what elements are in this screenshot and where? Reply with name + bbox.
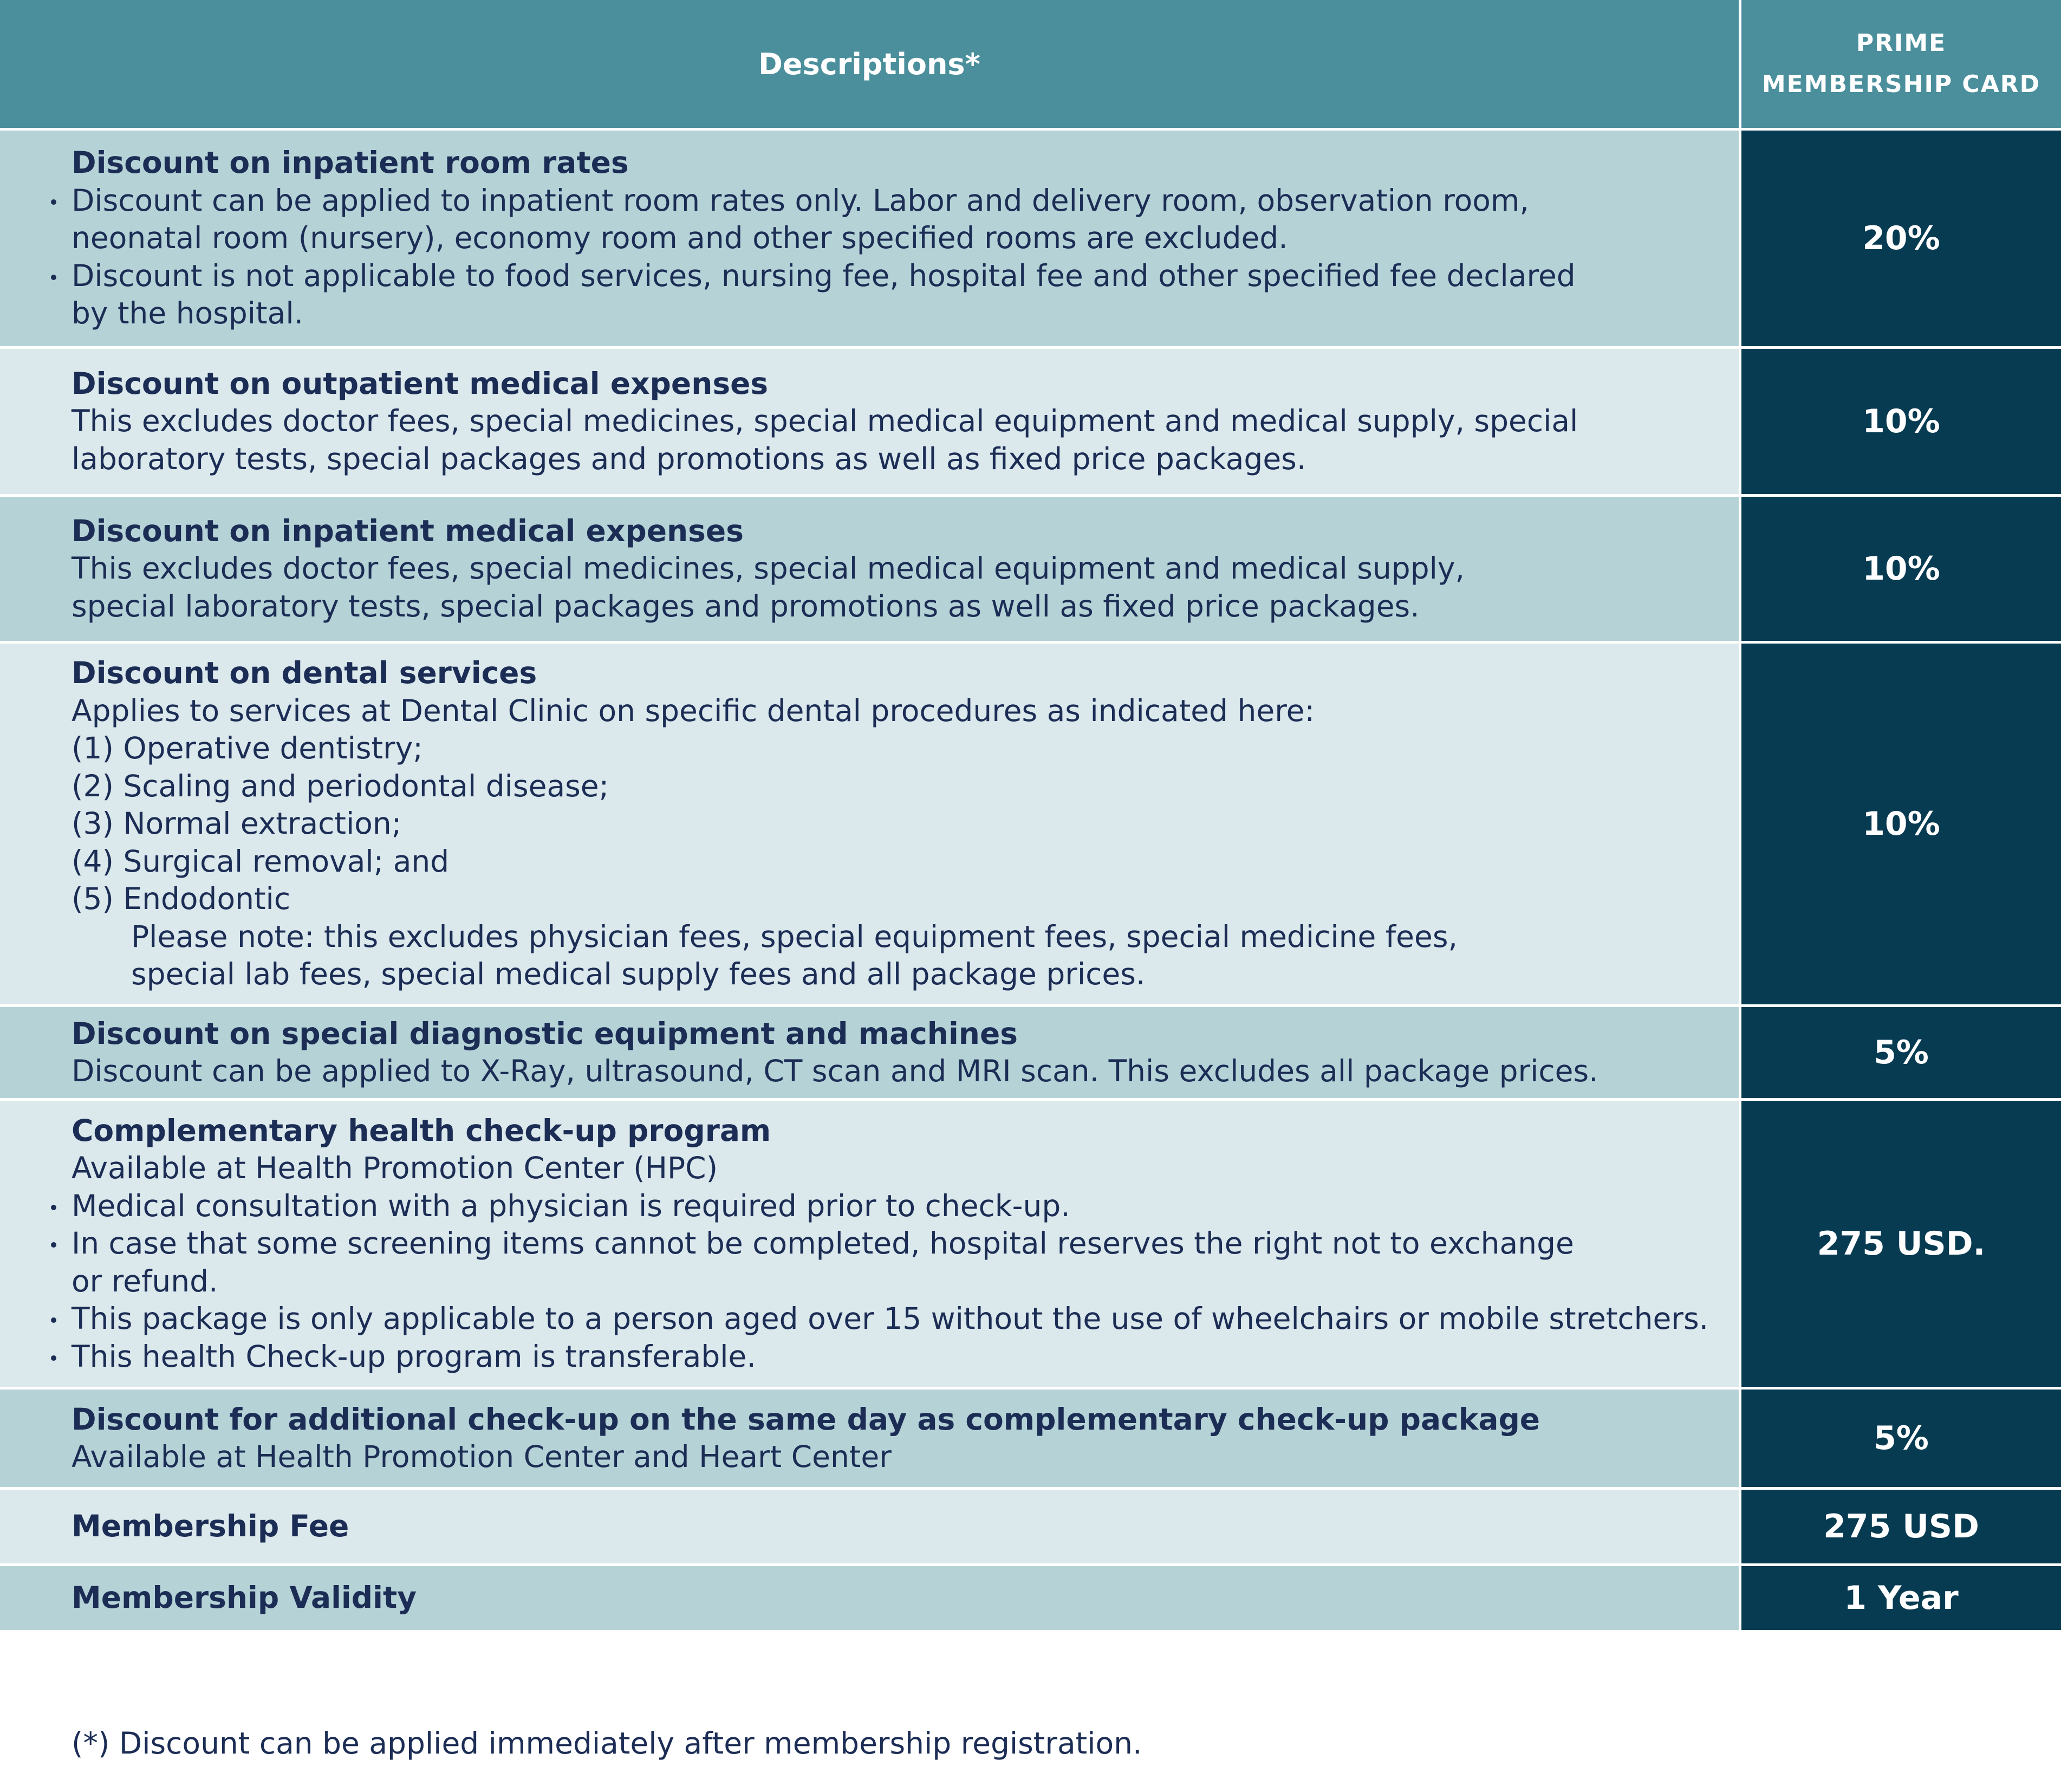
text-line: neonatal room (nursery), economy room and other specified rooms are excluded. xyxy=(71,220,1288,256)
bullet-line: In case that some screening items cannot be completed, hospital reserves the right not to exchange xyxy=(71,1225,1728,1263)
value-additional-check-up: 5% xyxy=(1741,1390,2061,1487)
note-line: Please note: this excludes physician fees, special equipment fees, special medicine fees, xyxy=(131,919,1458,954)
text-line: by the hospital. xyxy=(71,296,304,331)
row-title: Membership Fee xyxy=(71,1509,349,1544)
descriptions-column-header: Descriptions* xyxy=(0,0,1739,128)
note-line: special lab fees, special medical supply fees and all package prices. xyxy=(131,957,1146,992)
value-inpatient-room-rates: 20% xyxy=(1741,131,2061,346)
prime-membership-card-column-header xyxy=(1741,0,2061,128)
bullet-line: This package is only applicable to a person aged over 15 without the use of wheelchairs or mobile stretchers. xyxy=(71,1300,1728,1338)
description-additional-check-up xyxy=(0,1390,1739,1487)
value-dental-services: 10% xyxy=(1741,644,2061,1004)
description-inpatient-room-rates xyxy=(0,131,1739,346)
list-item: (1) Operative dentistry; xyxy=(71,731,423,766)
list-item: (3) Normal extraction; xyxy=(71,806,402,841)
value-health-check-up-program: 275 USD. xyxy=(1741,1101,2061,1387)
row-title: Discount on dental services xyxy=(71,655,537,691)
value-membership-validity: 1 Year xyxy=(1741,1566,2061,1630)
value-diagnostic-equipment: 5% xyxy=(1741,1007,2061,1098)
description-outpatient-medical-expenses xyxy=(0,349,1739,494)
row-title: Membership Validity xyxy=(71,1580,417,1615)
row-title: Discount on inpatient room rates xyxy=(71,145,629,180)
description-inpatient-medical-expenses xyxy=(0,497,1739,641)
description-dental-services xyxy=(0,644,1739,1004)
text-line: laboratory tests, special packages and promotions as well as fixed price packages. xyxy=(71,441,1306,476)
value-inpatient-medical-expenses: 10% xyxy=(1741,497,2061,641)
text-line: special laboratory tests, special packages and promotions as well as fixed price packages. xyxy=(71,588,1420,624)
description-diagnostic-equipment xyxy=(0,1007,1739,1098)
description-membership-validity xyxy=(0,1566,1739,1630)
list-item: (2) Scaling and periodontal disease; xyxy=(71,768,609,803)
list-item: (4) Surgical removal; and xyxy=(71,843,450,879)
text-line: Applies to services at Dental Clinic on specific dental procedures as indicated here: xyxy=(71,693,1315,728)
text-line: This excludes doctor fees, special medicines, special medical equipment and medical supply, xyxy=(71,551,1465,586)
row-title: Complementary health check-up program xyxy=(71,1113,771,1148)
card-header-line-2: MEMBERSHIP CARD xyxy=(1761,70,2041,98)
bullet-line: Discount is not applicable to food services, nursing fee, hospital fee and other specified fee declared xyxy=(71,257,1728,295)
bullet-line: This health Check-up program is transferable. xyxy=(71,1338,1728,1376)
bullet-line: Medical consultation with a physician is required prior to check-up. xyxy=(71,1187,1728,1225)
row-title: Discount on special diagnostic equipment and machines xyxy=(71,1016,1018,1051)
bullet-line: Discount can be applied to inpatient room rates only. Labor and delivery room, observation room, xyxy=(71,182,1728,220)
text-line: This excludes doctor fees, special medicines, special medical equipment and medical supply, special xyxy=(71,404,1578,439)
footnote: (*) Discount can be applied immediately after membership registration. xyxy=(71,1726,1142,1761)
description-membership-fee xyxy=(0,1490,1739,1563)
text-line: or refund. xyxy=(71,1263,218,1298)
list-item: (5) Endodontic xyxy=(71,881,291,917)
row-title: Discount on outpatient medical expenses xyxy=(71,366,769,401)
text-line: Available at Health Promotion Center (HPC) xyxy=(71,1151,718,1186)
card-header-line-1: PRIME xyxy=(1856,29,1947,57)
text-line: Discount can be applied to X-Ray, ultrasound, CT scan and MRI scan. This excludes all package prices. xyxy=(71,1054,1598,1088)
value-outpatient-medical-expenses: 10% xyxy=(1741,349,2061,494)
description-health-check-up-program xyxy=(0,1101,1739,1387)
text-line: Available at Health Promotion Center and Heart Center xyxy=(71,1439,892,1474)
value-membership-fee: 275 USD xyxy=(1741,1490,2061,1563)
row-title: Discount for additional check-up on the same day as complementary check-up package xyxy=(71,1401,1540,1437)
row-title: Discount on inpatient medical expenses xyxy=(71,513,744,548)
